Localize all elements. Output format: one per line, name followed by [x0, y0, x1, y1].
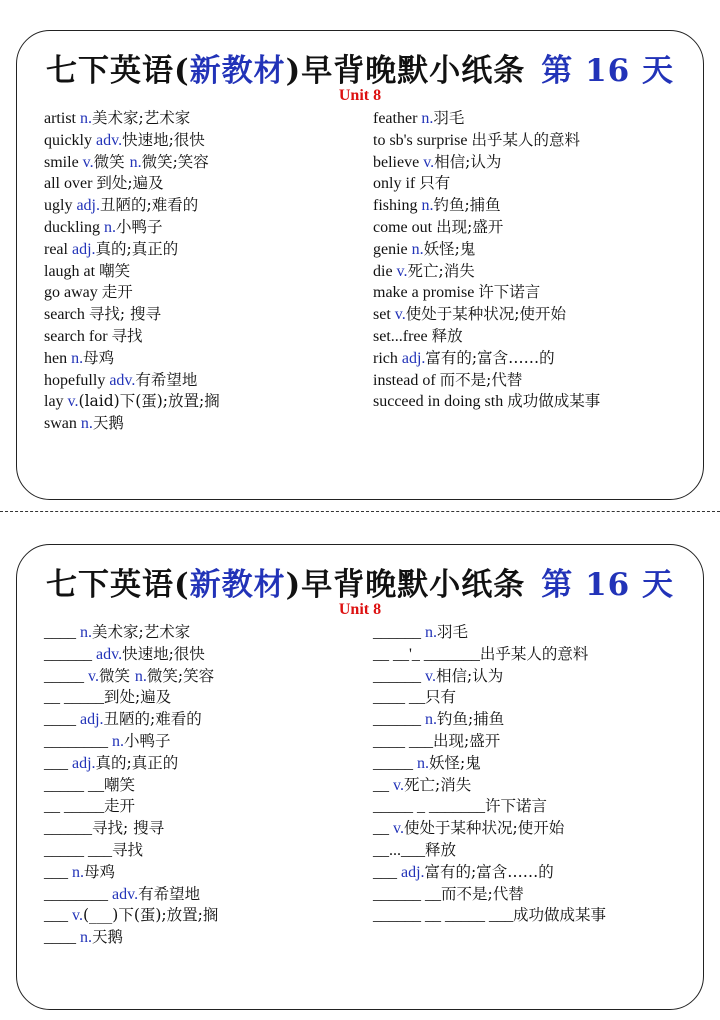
- vocab-row: [373, 129, 703, 151]
- unit-label: Unit 8: [338, 87, 382, 104]
- vocab-row: [44, 151, 364, 173]
- vocab-meaning: 只有: [419, 174, 451, 193]
- day-label: 第 16 天: [541, 567, 675, 603]
- part-of-speech: n.: [421, 197, 434, 215]
- vocab-meaning: 小鸭子: [124, 731, 171, 750]
- vocab-meaning: 出乎某人的意料: [471, 130, 580, 149]
- vocab-meaning: 走开: [104, 797, 136, 816]
- part-of-speech: adj.: [401, 349, 426, 367]
- part-of-speech: n.: [134, 667, 147, 685]
- vocab-row: [44, 238, 364, 260]
- vocab-term: ______: [44, 645, 96, 663]
- vocab-meaning: 有希望地: [135, 370, 198, 389]
- vocab-term: ________: [44, 732, 112, 750]
- part-of-speech: v.: [72, 907, 83, 925]
- vocab-meaning: 母鸡: [84, 862, 116, 881]
- card-title: 七下英语(新教材)早背晚默小纸条 第 16 天: [45, 567, 675, 603]
- vocab-term: genie: [373, 240, 412, 258]
- vocab-row: [44, 390, 364, 412]
- vocab-row: [44, 172, 364, 194]
- vocab-term: __ __'_ _______: [373, 645, 480, 663]
- vocab-term: ___: [44, 863, 72, 881]
- vocab-term: __...___: [373, 841, 425, 859]
- vocab-row: [44, 774, 364, 796]
- vocab-meaning: 快速地;很快: [122, 644, 205, 663]
- vocab-meaning: 到处;遍及: [104, 688, 172, 707]
- part-of-speech: n.: [112, 732, 124, 750]
- vocab-list-left: [44, 107, 364, 434]
- vocab-term: swan: [44, 415, 81, 433]
- vocab-term: succeed in doing sth: [373, 393, 508, 411]
- vocab-term: believe: [373, 153, 424, 171]
- vocab-meaning: 微笑;笑容: [146, 666, 215, 685]
- vocab-row: [373, 172, 703, 194]
- part-of-speech: v.: [393, 820, 404, 838]
- vocab-row: [44, 686, 364, 708]
- vocab-term: smile: [44, 153, 83, 171]
- part-of-speech: n.: [129, 153, 142, 171]
- vocab-row: [44, 926, 364, 948]
- vocab-term: die: [373, 262, 397, 280]
- vocab-meaning: 相信;认为: [434, 152, 502, 171]
- vocab-row: [44, 281, 364, 303]
- vocab-row: [44, 883, 364, 905]
- cut-line: [0, 511, 720, 512]
- part-of-speech: v.: [67, 393, 79, 411]
- vocab-meaning: 使处于某种状况;使开始: [403, 819, 565, 838]
- vocab-row: [44, 369, 364, 391]
- unit-label: Unit 8: [338, 601, 382, 618]
- vocab-row: [373, 643, 703, 665]
- vocab-term: lay: [44, 393, 68, 411]
- vocab-row: [44, 752, 364, 774]
- vocab-meaning: 富有的;富含……的: [424, 862, 554, 881]
- vocab-term: _____ ___: [44, 841, 112, 859]
- vocab-row: [44, 730, 364, 752]
- vocab-term: _____ _ _______: [373, 798, 485, 816]
- vocab-row: [44, 347, 364, 369]
- part-of-speech: n.: [425, 624, 437, 641]
- blank-list-left: [44, 621, 364, 948]
- vocab-meaning: 嘲笑: [99, 261, 131, 280]
- part-of-speech: v.: [82, 153, 94, 171]
- vocab-meaning: 成功做成某事: [507, 392, 601, 411]
- vocab-term: ______: [373, 624, 425, 641]
- vocab-term: rich: [373, 349, 402, 367]
- vocab-meaning: 美术家;艺术家: [92, 109, 191, 127]
- card-title: 七下英语(新教材)早背晚默小纸条 第 16 天: [45, 53, 675, 89]
- vocab-term: ______: [373, 711, 425, 729]
- vocab-row: [44, 325, 364, 347]
- vocab-meaning: 微笑: [98, 666, 135, 685]
- vocab-meaning: 天鹅: [92, 928, 124, 947]
- vocab-term: ______: [44, 820, 92, 838]
- vocab-meaning: 羽毛: [437, 623, 469, 641]
- vocab-row: [44, 107, 364, 129]
- vocab-row: [373, 325, 703, 347]
- vocab-term: ______: [373, 667, 425, 685]
- vocab-row: [373, 390, 703, 412]
- vocab-term: __: [373, 776, 393, 794]
- vocab-meaning: 而不是;代替: [439, 370, 523, 389]
- vocab-term: come out: [373, 218, 437, 236]
- vocab-meaning: 死亡;消失: [403, 775, 472, 794]
- vocab-term: ___: [44, 754, 72, 772]
- part-of-speech: adv.: [96, 131, 123, 149]
- vocab-row: [44, 665, 364, 687]
- vocab-meaning: 许下诺言: [478, 283, 541, 302]
- part-of-speech: n.: [421, 110, 434, 127]
- vocab-meaning: 释放: [431, 326, 463, 345]
- vocab-row: [373, 216, 703, 238]
- vocab-meaning: 妖怪;鬼: [429, 753, 481, 772]
- part-of-speech: v.: [393, 776, 404, 794]
- vocab-row: [373, 730, 703, 752]
- part-of-speech: v.: [423, 153, 435, 171]
- vocab-term: _____ __: [44, 776, 104, 794]
- vocab-meaning: 相信;认为: [435, 666, 504, 685]
- part-of-speech: adj.: [72, 754, 96, 772]
- vocab-meaning: 出乎某人的意料: [479, 644, 589, 663]
- part-of-speech: n.: [80, 415, 93, 433]
- vocab-meaning: 寻找: [111, 326, 143, 345]
- vocab-row: [44, 216, 364, 238]
- vocab-meaning: 许下诺言: [485, 797, 548, 816]
- vocab-term: set: [373, 306, 395, 324]
- part-of-speech: v.: [396, 262, 408, 280]
- vocab-term: _____: [373, 754, 417, 772]
- vocab-meaning: 使处于某种状况;使开始: [405, 305, 566, 324]
- vocab-meaning: 天鹅: [92, 414, 124, 433]
- vocab-row: [373, 904, 703, 926]
- vocab-term: ______ __ _____ ___: [373, 907, 513, 925]
- vocab-row: [373, 708, 703, 730]
- vocab-row: [44, 412, 364, 434]
- vocab-row: [44, 194, 364, 216]
- vocab-row: [44, 708, 364, 730]
- vocab-meaning: 寻找: [112, 840, 144, 859]
- vocab-term: set...free: [373, 327, 432, 345]
- vocab-term: all over: [44, 175, 97, 193]
- vocab-term: ____: [44, 624, 80, 641]
- vocab-term: ____: [44, 929, 80, 947]
- vocab-meaning: 而不是;代替: [441, 884, 524, 903]
- vocab-row: [44, 621, 364, 643]
- vocab-meaning: 成功做成某事: [513, 906, 607, 925]
- vocab-meaning: 微笑;笑容: [141, 152, 209, 171]
- part-of-speech: adj.: [71, 240, 96, 258]
- vocab-term: laugh at: [44, 262, 100, 280]
- vocab-meaning: 出现;盛开: [433, 731, 501, 750]
- vocab-meaning: 美术家;艺术家: [92, 623, 191, 641]
- vocab-term: only if: [373, 175, 420, 193]
- blank-list-right: [373, 621, 703, 926]
- vocab-term: real: [44, 240, 72, 258]
- vocab-term: ____: [44, 711, 80, 729]
- part-of-speech: n.: [71, 349, 84, 367]
- part-of-speech: n.: [80, 110, 92, 127]
- vocab-term: search for: [44, 327, 112, 345]
- vocab-term: feather: [373, 110, 422, 127]
- vocab-meaning: 钓鱼;捕鱼: [437, 710, 505, 729]
- vocab-row: [44, 839, 364, 861]
- vocab-meaning: 微笑: [93, 152, 130, 171]
- part-of-speech: n.: [80, 929, 92, 947]
- vocab-row: [373, 369, 703, 391]
- vocab-term: go away: [44, 284, 102, 302]
- vocab-term: hopefully: [44, 371, 110, 389]
- vocab-meaning: (laid)下(蛋);放置;搁: [78, 392, 220, 411]
- vocab-row: [44, 129, 364, 151]
- vocab-meaning: 钓鱼;捕鱼: [433, 196, 501, 215]
- vocab-row: [44, 861, 364, 883]
- vocab-meaning: 出现;盛开: [436, 217, 504, 236]
- vocab-term: ________: [44, 885, 112, 903]
- vocab-meaning: 嘲笑: [104, 775, 136, 794]
- vocab-row: [373, 621, 703, 643]
- vocab-meaning: 富有的;富含……的: [425, 348, 555, 367]
- vocab-meaning: 真的;真正的: [95, 753, 179, 772]
- vocab-meaning: 快速地;很快: [122, 130, 205, 149]
- part-of-speech: n.: [417, 754, 429, 772]
- part-of-speech: n.: [104, 218, 116, 236]
- part-of-speech: adj.: [76, 197, 100, 215]
- vocab-row: [373, 107, 703, 129]
- vocab-meaning: 母鸡: [83, 348, 115, 367]
- vocab-row: [373, 883, 703, 905]
- vocab-row: [373, 665, 703, 687]
- vocab-row: [373, 238, 703, 260]
- vocab-term: instead of: [373, 371, 440, 389]
- vocab-list-right: [373, 107, 703, 412]
- vocab-meaning: 小鸭子: [116, 217, 163, 236]
- vocab-term: ___: [373, 863, 401, 881]
- vocab-term: ____ ___: [373, 732, 433, 750]
- vocab-term: search: [44, 306, 89, 324]
- part-of-speech: n.: [411, 240, 424, 258]
- vocab-row: [44, 303, 364, 325]
- part-of-speech: adv.: [112, 885, 139, 903]
- vocab-row: [373, 281, 703, 303]
- part-of-speech: n.: [425, 711, 437, 729]
- vocab-row: [44, 904, 364, 926]
- vocab-meaning: 释放: [425, 840, 457, 859]
- part-of-speech: adv.: [96, 645, 123, 663]
- vocab-meaning: 羽毛: [433, 109, 465, 127]
- vocab-term: __ _____: [44, 798, 104, 816]
- vocab-term: ugly: [44, 197, 77, 215]
- part-of-speech: n.: [72, 863, 84, 881]
- day-label: 第 16 天: [541, 53, 675, 89]
- vocab-meaning: 妖怪;鬼: [423, 239, 476, 258]
- part-of-speech: v.: [425, 667, 436, 685]
- vocab-term: quickly: [44, 131, 96, 149]
- vocab-row: [373, 861, 703, 883]
- vocab-meaning: 丑陋的;难看的: [100, 196, 199, 215]
- vocab-card-quiz: [16, 544, 704, 1010]
- vocab-row: [373, 347, 703, 369]
- vocab-row: [44, 260, 364, 282]
- vocab-meaning: 丑陋的;难看的: [103, 710, 202, 729]
- vocab-row: [44, 817, 364, 839]
- vocab-row: [373, 303, 703, 325]
- vocab-row: [373, 151, 703, 173]
- vocab-row: [373, 839, 703, 861]
- vocab-term: _____: [44, 667, 88, 685]
- vocab-term: hen: [44, 349, 72, 367]
- vocab-card-answers: [16, 30, 704, 500]
- vocab-meaning: 有希望地: [138, 884, 201, 903]
- vocab-term: make a promise: [373, 284, 479, 302]
- vocab-row: [373, 194, 703, 216]
- vocab-term: ______ __: [373, 885, 441, 903]
- vocab-row: [373, 260, 703, 282]
- vocab-row: [373, 752, 703, 774]
- vocab-meaning: (___)下(蛋);放置;搁: [82, 906, 219, 925]
- vocab-meaning: 死亡;消失: [407, 261, 475, 280]
- part-of-speech: adv.: [109, 371, 136, 389]
- vocab-row: [44, 795, 364, 817]
- part-of-speech: v.: [88, 667, 99, 685]
- vocab-meaning: 寻找; 搜寻: [92, 819, 165, 838]
- vocab-row: [373, 774, 703, 796]
- vocab-meaning: 寻找; 搜寻: [88, 305, 162, 324]
- vocab-term: to sb's surprise: [373, 131, 472, 149]
- vocab-meaning: 走开: [101, 283, 133, 302]
- vocab-term: __: [373, 820, 393, 838]
- vocab-row: [373, 795, 703, 817]
- part-of-speech: v.: [394, 306, 406, 324]
- part-of-speech: adj.: [80, 711, 104, 729]
- vocab-term: ___: [44, 907, 72, 925]
- vocab-row: [44, 643, 364, 665]
- part-of-speech: adj.: [401, 863, 425, 881]
- vocab-term: __ _____: [44, 689, 104, 707]
- vocab-meaning: 到处;遍及: [96, 174, 164, 193]
- vocab-row: [373, 686, 703, 708]
- vocab-term: artist: [44, 110, 80, 127]
- vocab-meaning: 只有: [425, 688, 457, 707]
- vocab-meaning: 真的;真正的: [95, 239, 179, 258]
- vocab-term: ____ __: [373, 689, 425, 707]
- vocab-term: duckling: [44, 218, 104, 236]
- vocab-term: fishing: [373, 197, 422, 215]
- vocab-row: [373, 817, 703, 839]
- part-of-speech: n.: [80, 624, 92, 641]
